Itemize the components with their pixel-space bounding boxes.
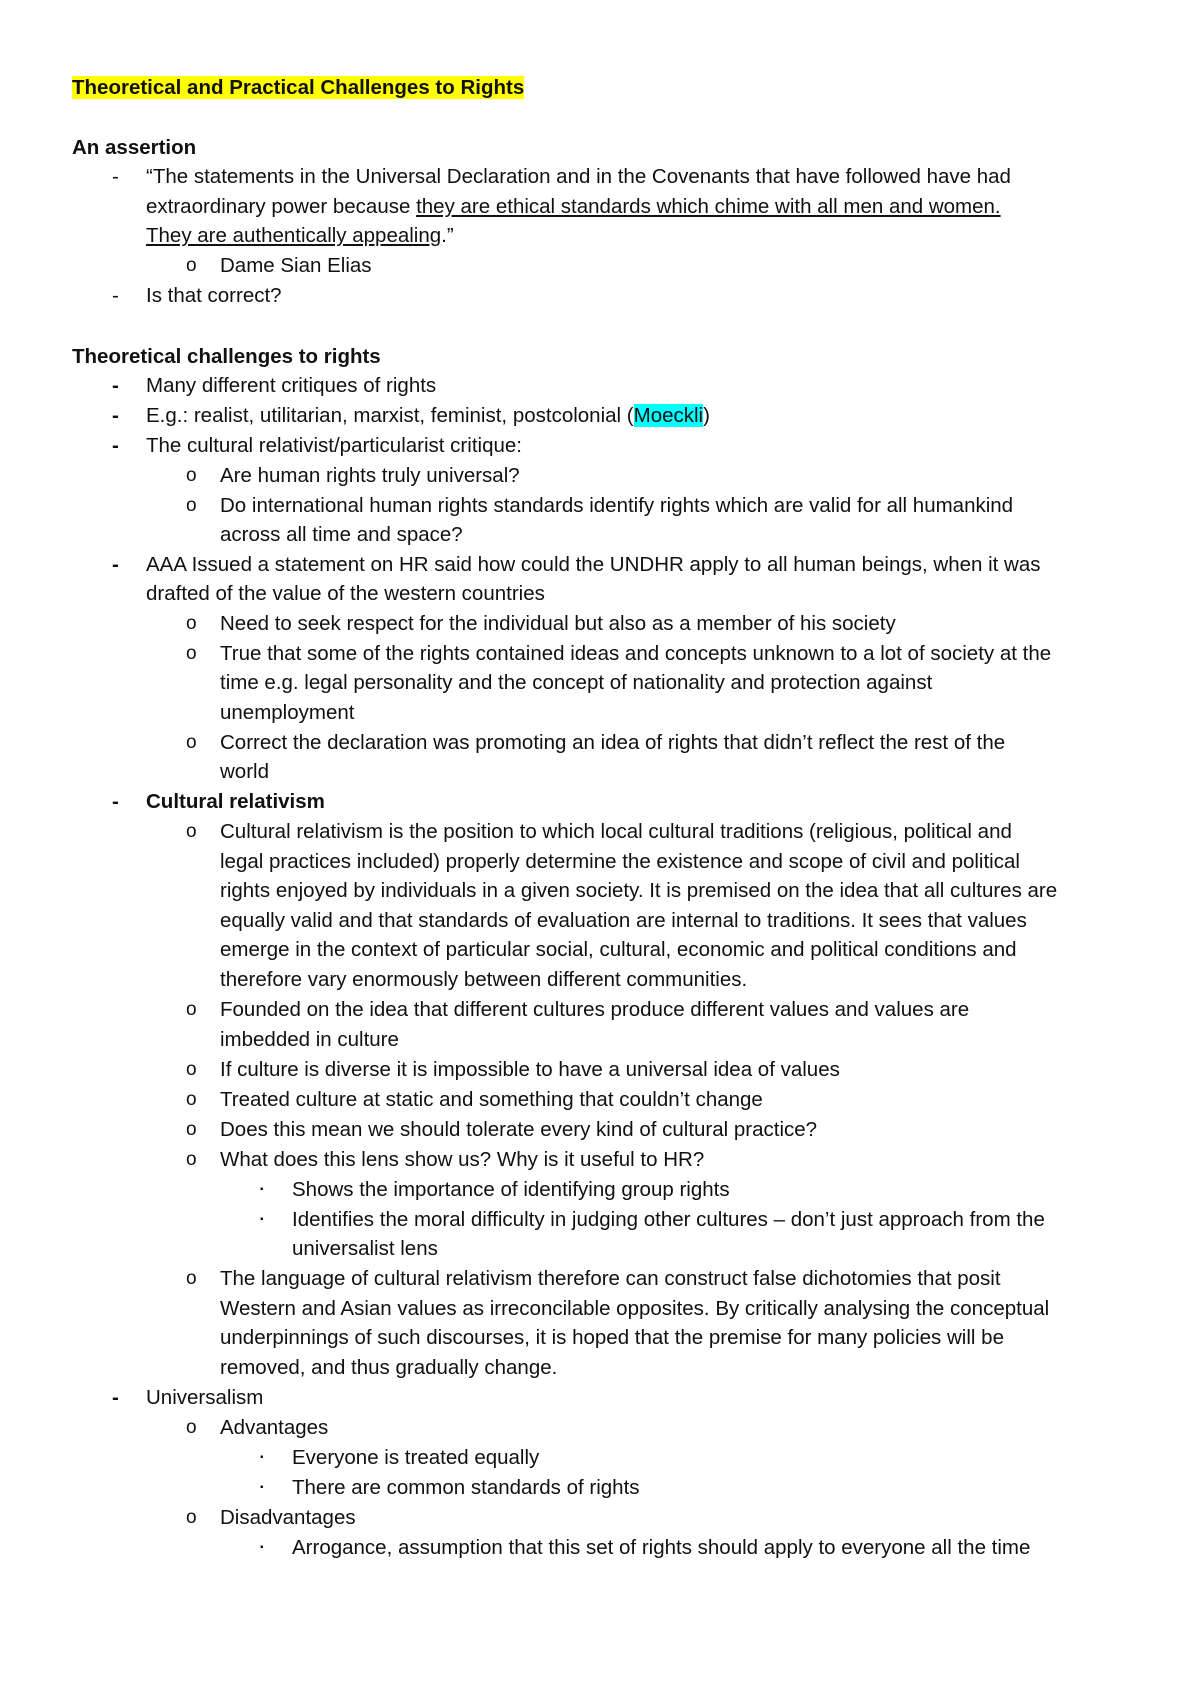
- cr-point-7-line-4: removed, and thus gradually change.: [220, 1356, 558, 1379]
- circle-bullet: o: [186, 465, 197, 486]
- quote-line-2: extraordinary power because they are ethical standards which chime with all men and women.: [146, 195, 1001, 218]
- square-bullet: ▪: [260, 1184, 264, 1195]
- question-line: Is that correct?: [146, 284, 282, 307]
- cr-point-1-line-2: legal practices included) properly determine the existence and scope of civil and political: [220, 850, 1020, 873]
- circle-bullet: o: [186, 999, 197, 1020]
- disadvantages-label: Disadvantages: [220, 1506, 356, 1529]
- advantages-label: Advantages: [220, 1416, 329, 1439]
- document-title: Theoretical and Practical Challenges to Rights: [72, 76, 525, 99]
- cr-point-6: What does this lens show us? Why is it useful to HR?: [220, 1148, 705, 1171]
- cr-point-7-line-1: The language of cultural relativism therefore can construct false dichotomies that posit: [220, 1267, 1001, 1290]
- circle-bullet: o: [186, 255, 197, 276]
- dash-bullet: -: [112, 165, 119, 188]
- subheading-cultural-relativism: Cultural relativism: [146, 790, 325, 813]
- disadvantage-1: Arrogance, assumption that this set of rights should apply to everyone all the time: [292, 1536, 1031, 1559]
- dash-bullet: -: [112, 1386, 119, 1409]
- aaa-point-2-line-3: unemployment: [220, 701, 355, 724]
- cr-point-1-line-5: emerge in the context of particular social, cultural, economic and political conditions and: [220, 938, 1017, 961]
- circle-bullet: o: [186, 613, 197, 634]
- dash-bullet: -: [112, 404, 119, 427]
- circle-bullet: o: [186, 1149, 197, 1170]
- circle-bullet: o: [186, 1507, 197, 1528]
- advantage-1: Everyone is treated equally: [292, 1446, 540, 1469]
- dash-bullet: -: [112, 434, 119, 457]
- cr-point-3: If culture is diverse it is impossible to have a universal idea of values: [220, 1058, 840, 1081]
- cr-point-1-line-3: rights enjoyed by individuals in a given society. It is premised on the idea that all cultures are: [220, 879, 1058, 902]
- aaa-line-2: drafted of the value of the western countries: [146, 582, 545, 605]
- question-valid-line-2: across all time and space?: [220, 523, 463, 546]
- cr-point-6-sub-2-line-1: Identifies the moral difficulty in judging other cultures – don’t just approach from the: [292, 1208, 1045, 1231]
- cr-point-1-line-6: therefore vary enormously between different communities.: [220, 968, 748, 991]
- cr-point-1-line-1: Cultural relativism is the position to which local cultural traditions (religious, political and: [220, 820, 1012, 843]
- subheading-universalism: Universalism: [146, 1386, 264, 1409]
- aaa-line-1: AAA Issued a statement on HR said how could the UNDHR apply to all human beings, when it was: [146, 553, 1041, 576]
- dash-bullet: -: [112, 790, 119, 813]
- circle-bullet: o: [186, 1059, 197, 1080]
- square-bullet: ▪: [260, 1452, 264, 1463]
- square-bullet: ▪: [260, 1542, 264, 1553]
- circle-bullet: o: [186, 821, 197, 842]
- critiques-examples: E.g.: realist, utilitarian, marxist, feminist, postcolonial (Moeckli): [146, 404, 710, 427]
- circle-bullet: o: [186, 1119, 197, 1140]
- aaa-point-3-line-1: Correct the declaration was promoting an idea of rights that didn’t reflect the rest of the: [220, 731, 1006, 754]
- dash-bullet: -: [112, 553, 119, 576]
- quote-line-3: They are authentically appealing.”: [146, 224, 454, 247]
- cr-point-2-line-1: Founded on the idea that different cultures produce different values and values are: [220, 998, 970, 1021]
- cr-point-2-line-2: imbedded in culture: [220, 1028, 399, 1051]
- aaa-point-2-line-2: time e.g. legal personality and the concept of nationality and protection against: [220, 671, 933, 694]
- cr-point-4: Treated culture at static and something that couldn’t change: [220, 1088, 763, 1111]
- square-bullet: ▪: [260, 1214, 264, 1225]
- section-heading-assertion: An assertion: [72, 136, 197, 159]
- cr-point-7-line-3: underpinnings of such discourses, it is hoped that the premise for many policies will be: [220, 1326, 1004, 1349]
- aaa-point-3-line-2: world: [220, 760, 269, 783]
- circle-bullet: o: [186, 1417, 197, 1438]
- question-valid-line-1: Do international human rights standards identify rights which are valid for all humankind: [220, 494, 1014, 517]
- circle-bullet: o: [186, 1268, 197, 1289]
- circle-bullet: o: [186, 643, 197, 664]
- circle-bullet: o: [186, 732, 197, 753]
- cr-point-7-line-2: Western and Asian values as irreconcilable opposites. By critically analysing the conceptual: [220, 1297, 1050, 1320]
- cr-point-1-line-4: equally valid and that standards of evaluation are internal to traditions. It sees that values: [220, 909, 1027, 932]
- dash-bullet: -: [112, 284, 119, 307]
- cr-point-5: Does this mean we should tolerate every kind of cultural practice?: [220, 1118, 818, 1141]
- question-universal: Are human rights truly universal?: [220, 464, 520, 487]
- square-bullet: ▪: [260, 1482, 264, 1493]
- cr-point-6-sub-2-line-2: universalist lens: [292, 1237, 438, 1260]
- critiques-line: Many different critiques of rights: [146, 374, 437, 397]
- circle-bullet: o: [186, 495, 197, 516]
- aaa-point-2-line-1: True that some of the rights contained ideas and concepts unknown to a lot of society at the: [220, 642, 1052, 665]
- aaa-point-1: Need to seek respect for the individual but also as a member of his society: [220, 612, 896, 635]
- cr-point-6-sub-1: Shows the importance of identifying group rights: [292, 1178, 730, 1201]
- dash-bullet: -: [112, 374, 119, 397]
- circle-bullet: o: [186, 1089, 197, 1110]
- quote-attribution: Dame Sian Elias: [220, 254, 372, 277]
- quote-line-1: “The statements in the Universal Declaration and in the Covenants that have followed have had: [146, 165, 1011, 188]
- section-heading-theoretical: Theoretical challenges to rights: [72, 345, 381, 368]
- advantage-2: There are common standards of rights: [292, 1476, 640, 1499]
- relativist-critique-line: The cultural relativist/particularist critique:: [146, 434, 522, 457]
- highlighted-author: Moeckli: [633, 404, 704, 427]
